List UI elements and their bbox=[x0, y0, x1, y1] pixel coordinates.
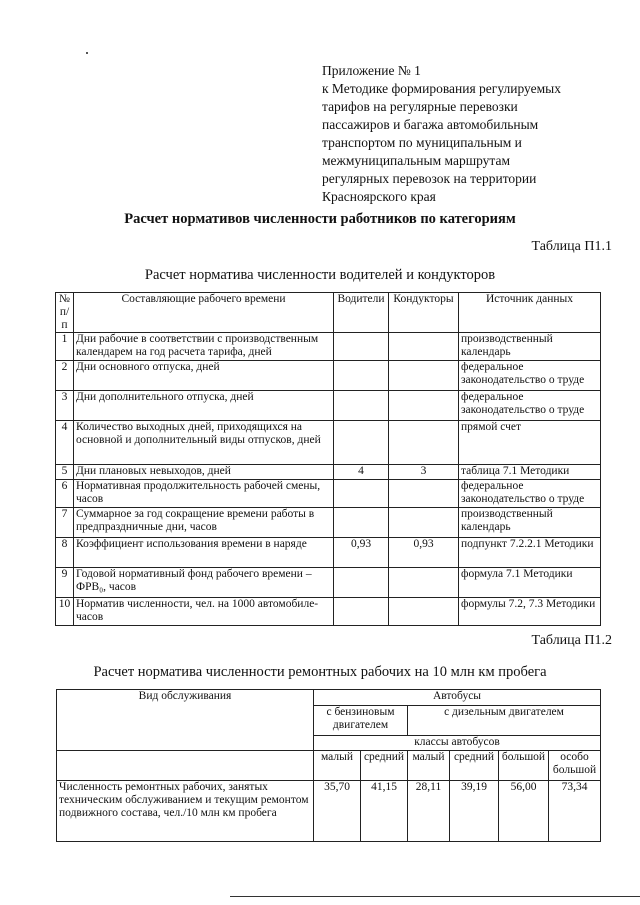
value-cell: 73,34 bbox=[549, 781, 601, 842]
table-row bbox=[56, 421, 601, 465]
row-drivers bbox=[334, 361, 389, 391]
row-drivers bbox=[334, 480, 389, 508]
value-cell: 41,15 bbox=[361, 781, 408, 842]
row-conductors: 0,93 bbox=[389, 538, 459, 568]
table-row bbox=[56, 508, 601, 538]
row-source: подпункт 7.2.2.1 Методики bbox=[459, 538, 601, 568]
row-source: формула 7.1 Методики bbox=[459, 568, 601, 598]
table-header-row bbox=[56, 293, 601, 333]
appendix-line: Красноярского края bbox=[322, 189, 436, 204]
class-cell: малый bbox=[314, 751, 361, 781]
row-source: прямой счет bbox=[459, 421, 601, 465]
row-conductors bbox=[389, 391, 459, 421]
table-header-row bbox=[57, 690, 601, 706]
empty-cell bbox=[57, 751, 314, 781]
row-source: федеральное законодательство о труде bbox=[459, 480, 601, 508]
table-row bbox=[56, 568, 601, 598]
row-component: Дни основного отпуска, дней bbox=[74, 361, 334, 391]
appendix-line: регулярных перевозок на территории bbox=[322, 171, 537, 186]
header-diesel: с дизельным двигателем bbox=[408, 706, 601, 736]
row-num: 6 bbox=[56, 480, 74, 508]
row-component: Нормативная продолжительность рабочей смены, часов bbox=[74, 480, 334, 508]
row-num: 4 bbox=[56, 421, 74, 465]
class-cell: средний bbox=[450, 751, 499, 781]
value-cell: 28,11 bbox=[408, 781, 450, 842]
class-cell: большой bbox=[499, 751, 549, 781]
row-num: 9 bbox=[56, 568, 74, 598]
row-num: 3 bbox=[56, 391, 74, 421]
row-num: 5 bbox=[56, 465, 74, 480]
class-cell: малый bbox=[408, 751, 450, 781]
row-drivers bbox=[334, 333, 389, 361]
drivers-conductors-table bbox=[55, 292, 601, 626]
row-conductors bbox=[389, 333, 459, 361]
row-drivers: 0,93 bbox=[334, 538, 389, 568]
row-num: 10 bbox=[56, 598, 74, 626]
scan-speck bbox=[86, 52, 88, 54]
row-component: Норматив численности, чел. на 1000 автомобиле-часов bbox=[74, 598, 334, 626]
header-classes: классы автобусов bbox=[314, 736, 601, 751]
row-conductors bbox=[389, 598, 459, 626]
value-cell: 39,19 bbox=[450, 781, 499, 842]
repair-workers-table bbox=[56, 689, 601, 842]
value-cell: 35,70 bbox=[314, 781, 361, 842]
table-row bbox=[56, 391, 601, 421]
row-source: федеральное законодательство о труде bbox=[459, 361, 601, 391]
row-label: Численность ремонтных рабочих, занятых техническим обслуживанием и текущим ремонтом подвижного состава, чел./10 млн км пробега bbox=[57, 781, 314, 842]
appendix-line: транспортом по муниципальным и bbox=[322, 135, 522, 150]
row-component: Коэффициент использования времени в наряде bbox=[74, 538, 334, 568]
row-drivers bbox=[334, 421, 389, 465]
row-conductors bbox=[389, 480, 459, 508]
row-conductors bbox=[389, 361, 459, 391]
value-cell: 56,00 bbox=[499, 781, 549, 842]
class-cell: средний bbox=[361, 751, 408, 781]
header-component: Составляющие рабочего времени bbox=[74, 293, 334, 333]
table1-label: Таблица П1.1 bbox=[531, 239, 612, 254]
table2-label: Таблица П1.2 bbox=[531, 633, 612, 648]
row-source: федеральное законодательство о труде bbox=[459, 391, 601, 421]
appendix-line: тарифов на регулярные перевозки bbox=[322, 99, 518, 114]
table-row bbox=[56, 333, 601, 361]
row-component: Дни рабочие в соответствии с производственным календарем на год расчета тарифа, дней bbox=[74, 333, 334, 361]
row-conductors: 3 bbox=[389, 465, 459, 480]
table-row bbox=[56, 538, 601, 568]
class-cell: особо большой bbox=[549, 751, 601, 781]
header-num: № п/п bbox=[56, 293, 74, 333]
row-conductors bbox=[389, 508, 459, 538]
row-component: Дни плановых невыходов, дней bbox=[74, 465, 334, 480]
row-drivers bbox=[334, 598, 389, 626]
main-title: Расчет нормативов численности работников по категориям bbox=[124, 211, 516, 227]
table-header-row bbox=[57, 751, 601, 781]
row-num: 8 bbox=[56, 538, 74, 568]
row-num: 7 bbox=[56, 508, 74, 538]
header-service-type: Вид обслуживания bbox=[57, 690, 314, 751]
table-row bbox=[56, 465, 601, 480]
row-component: Годовой нормативный фонд рабочего времени – ФРВ₀, часов bbox=[74, 568, 334, 598]
row-conductors bbox=[389, 568, 459, 598]
row-component: Дни дополнительного отпуска, дней bbox=[74, 391, 334, 421]
appendix-header bbox=[322, 62, 622, 206]
scan-edge-line bbox=[230, 896, 640, 897]
row-num: 2 bbox=[56, 361, 74, 391]
appendix-line: межмуниципальным маршрутам bbox=[322, 153, 511, 168]
header-drivers: Водители bbox=[334, 293, 389, 333]
row-num: 1 bbox=[56, 333, 74, 361]
appendix-line: пассажиров и багажа автомобильным bbox=[322, 117, 539, 132]
row-drivers bbox=[334, 508, 389, 538]
header-buses: Автобусы bbox=[314, 690, 601, 706]
table-row bbox=[57, 781, 601, 842]
table-row bbox=[56, 480, 601, 508]
row-drivers: 4 bbox=[334, 465, 389, 480]
row-drivers bbox=[334, 391, 389, 421]
row-conductors bbox=[389, 421, 459, 465]
appendix-line: к Методике формирования регулируемых bbox=[322, 81, 561, 96]
table2-title: Расчет норматива численности ремонтных рабочих на 10 млн км пробега bbox=[93, 664, 547, 680]
row-drivers bbox=[334, 568, 389, 598]
table-row bbox=[56, 598, 601, 626]
row-component: Суммарное за год сокращение времени работы в предпраздничные дни, часов bbox=[74, 508, 334, 538]
row-source: производственный календарь bbox=[459, 508, 601, 538]
table1-title: Расчет норматива численности водителей и кондукторов bbox=[144, 267, 496, 283]
table-row bbox=[56, 361, 601, 391]
row-source: производственный календарь bbox=[459, 333, 601, 361]
header-conductors: Кондукторы bbox=[389, 293, 459, 333]
row-source: таблица 7.1 Методики bbox=[459, 465, 601, 480]
row-source: формулы 7.2, 7.3 Методики bbox=[459, 598, 601, 626]
appendix-line: Приложение № 1 bbox=[322, 63, 421, 78]
row-component: Количество выходных дней, приходящихся на основной и дополнительный виды отпусков, дней bbox=[74, 421, 334, 465]
header-petrol: с бензиновым двигателем bbox=[314, 706, 408, 736]
header-source: Источник данных bbox=[459, 293, 601, 333]
